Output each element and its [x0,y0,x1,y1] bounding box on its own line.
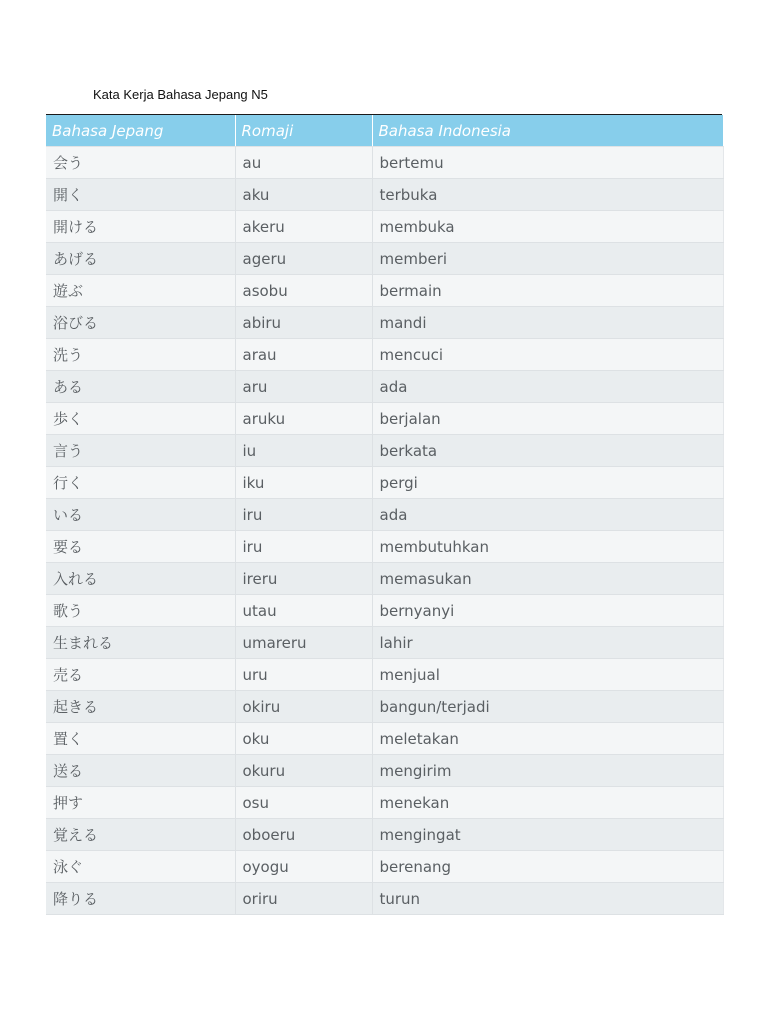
cell-indonesian: membuka [372,211,723,243]
table-row [46,691,723,723]
cell-indonesian: meletakan [372,723,723,755]
cell-indonesian: membutuhkan [372,531,723,563]
cell-japanese: 要る [46,531,235,563]
cell-japanese: 降りる [46,883,235,915]
cell-romaji: oboeru [235,819,372,851]
table-row [46,755,723,787]
cell-japanese: 起きる [46,691,235,723]
table-row [46,243,723,275]
cell-japanese: 置く [46,723,235,755]
cell-indonesian: berkata [372,435,723,467]
cell-indonesian: bangun/terjadi [372,691,723,723]
table-header-row [46,115,723,147]
cell-indonesian: menjual [372,659,723,691]
table-body [46,147,723,915]
table-row [46,819,723,851]
cell-romaji: iku [235,467,372,499]
table-row [46,403,723,435]
column-header-romaji: Romaji [235,115,372,147]
cell-indonesian: mandi [372,307,723,339]
cell-japanese: 泳ぐ [46,851,235,883]
table-row [46,659,723,691]
cell-romaji: osu [235,787,372,819]
cell-japanese: 浴びる [46,307,235,339]
document-title: Kata Kerja Bahasa Jepang N5 [93,87,268,102]
cell-indonesian: ada [372,499,723,531]
cell-japanese: ある [46,371,235,403]
cell-romaji: abiru [235,307,372,339]
cell-romaji: akeru [235,211,372,243]
cell-indonesian: memasukan [372,563,723,595]
cell-japanese: 行く [46,467,235,499]
cell-japanese: 送る [46,755,235,787]
table-row [46,883,723,915]
table-row [46,627,723,659]
table-row [46,211,723,243]
cell-japanese: 開ける [46,211,235,243]
cell-indonesian: mencuci [372,339,723,371]
cell-romaji: iru [235,531,372,563]
cell-romaji: aru [235,371,372,403]
cell-indonesian: turun [372,883,723,915]
cell-indonesian: pergi [372,467,723,499]
table-row [46,787,723,819]
cell-japanese: 生まれる [46,627,235,659]
cell-indonesian: bertemu [372,147,723,179]
cell-japanese: 言う [46,435,235,467]
table-row [46,851,723,883]
cell-romaji: aku [235,179,372,211]
cell-japanese: 遊ぶ [46,275,235,307]
cell-indonesian: lahir [372,627,723,659]
cell-romaji: oyogu [235,851,372,883]
cell-romaji: ireru [235,563,372,595]
cell-romaji: uru [235,659,372,691]
cell-japanese: あげる [46,243,235,275]
table-row [46,723,723,755]
table-row [46,499,723,531]
cell-romaji: oku [235,723,372,755]
cell-japanese: 歌う [46,595,235,627]
table-row [46,179,723,211]
column-header-indonesian: Bahasa Indonesia [372,115,723,147]
verb-table [46,115,724,915]
cell-indonesian: mengingat [372,819,723,851]
cell-romaji: iu [235,435,372,467]
cell-indonesian: ada [372,371,723,403]
table-row [46,339,723,371]
table-row [46,435,723,467]
table-row [46,595,723,627]
table-row [46,531,723,563]
cell-romaji: aruku [235,403,372,435]
cell-japanese: 洗う [46,339,235,371]
cell-romaji: utau [235,595,372,627]
cell-japanese: いる [46,499,235,531]
cell-indonesian: berenang [372,851,723,883]
table-row [46,371,723,403]
cell-japanese: 売る [46,659,235,691]
cell-indonesian: bernyanyi [372,595,723,627]
cell-romaji: ageru [235,243,372,275]
cell-romaji: asobu [235,275,372,307]
cell-romaji: arau [235,339,372,371]
table-row [46,147,723,179]
column-header-japanese: Bahasa Jepang [46,115,235,147]
cell-indonesian: bermain [372,275,723,307]
cell-japanese: 入れる [46,563,235,595]
cell-indonesian: memberi [372,243,723,275]
table-row [46,275,723,307]
cell-japanese: 覚える [46,819,235,851]
cell-japanese: 歩く [46,403,235,435]
cell-japanese: 開く [46,179,235,211]
cell-romaji: umareru [235,627,372,659]
cell-romaji: au [235,147,372,179]
cell-japanese: 会う [46,147,235,179]
cell-indonesian: menekan [372,787,723,819]
cell-indonesian: berjalan [372,403,723,435]
table-row [46,563,723,595]
cell-romaji: oriru [235,883,372,915]
cell-romaji: iru [235,499,372,531]
cell-romaji: okuru [235,755,372,787]
cell-indonesian: mengirim [372,755,723,787]
table-row [46,467,723,499]
cell-romaji: okiru [235,691,372,723]
cell-japanese: 押す [46,787,235,819]
cell-indonesian: terbuka [372,179,723,211]
table-row [46,307,723,339]
